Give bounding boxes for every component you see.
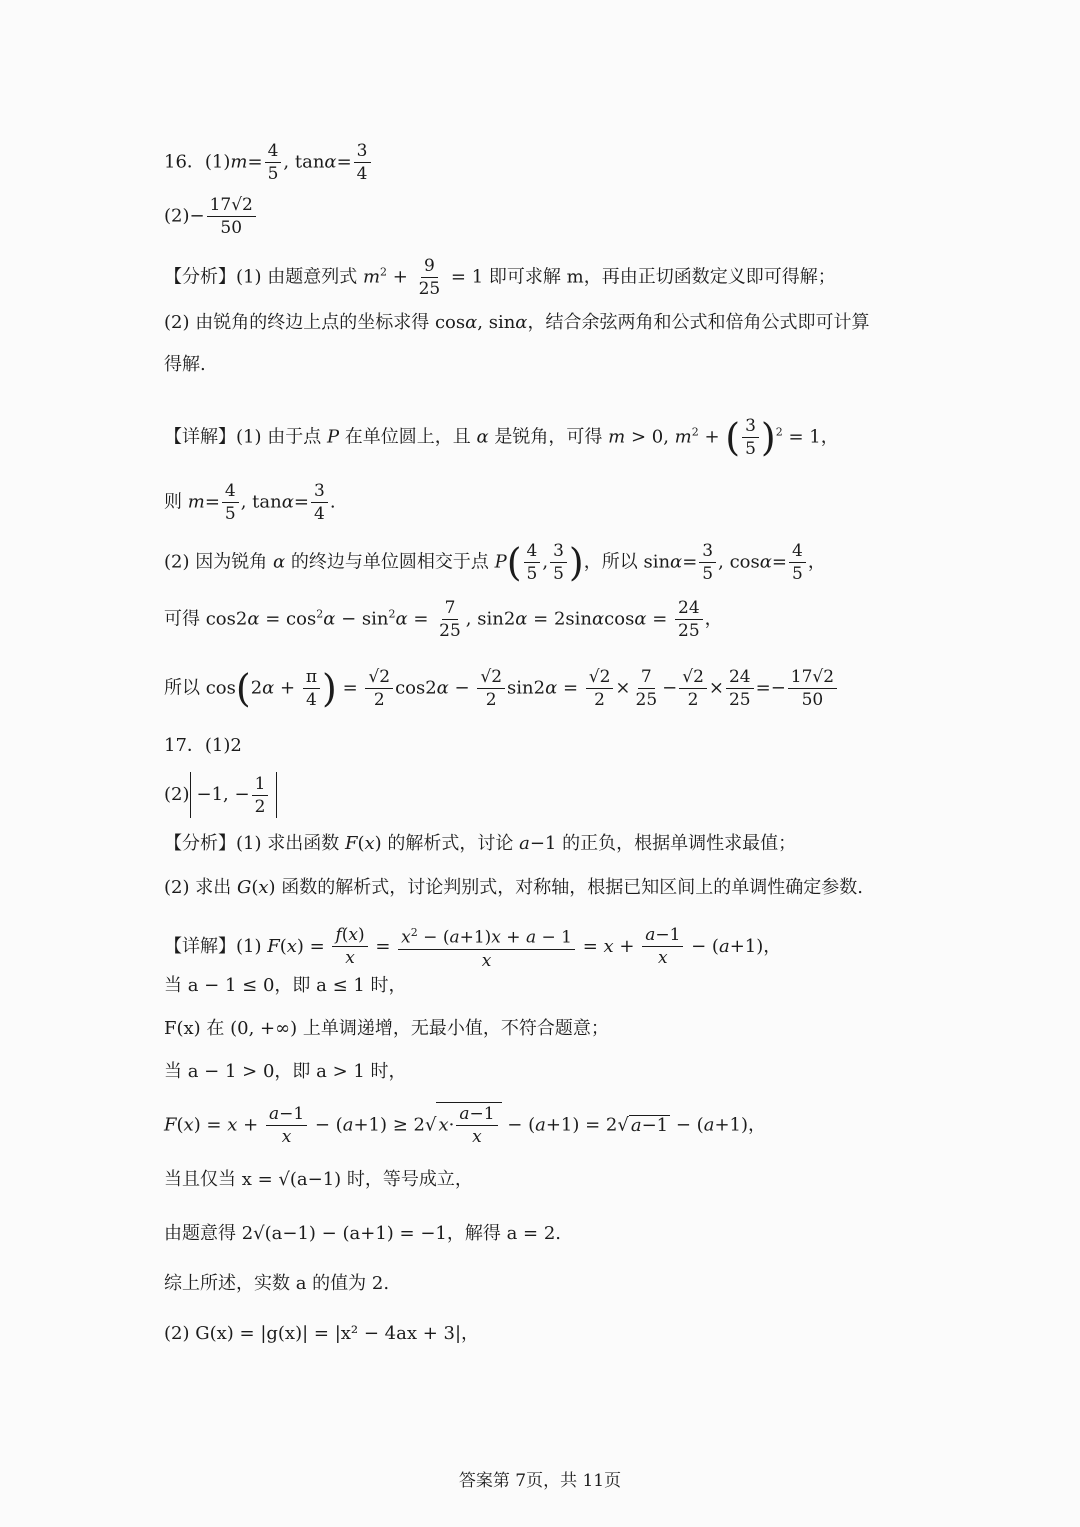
q17-line-4: 当 a − 1 > 0，即 a > 1 时， [164,1061,407,1082]
q16-detail-1: 【详解】(1) 由于点 P 在单位圆上，且 α 是锐角，可得 m > 0, $m^2$ + ( $\frac{3}{5}$ )$^2$ = 1， [164,415,839,460]
q17-analysis-2: (2) 求出 G(x) 函数的解析式，讨论判别式，对称轴，根据已知区间上的单调性确定参数. [164,877,863,898]
q17-line-3: F(x) 在 (0, +∞) 上单调递增，无最小值，不符合题意； [164,1018,609,1039]
q16-analysis-1: 【分析】(1) 由题意列式 $m^2$ + $\frac{9}{25}$ = 1 即可求解 m，再由正切函数定义即可得解； [164,256,836,299]
q17-answer-1: 17．(1)2 [164,735,242,756]
q16-detail-3: (2) 因为锐角 α 的终边与单位圆相交于点 P( $\frac{4}{5}$ , $\frac{3}{5}$ )，所以 sinα= $\frac{3}{5}$ , cosα= $\frac{4}{5}$ ， [164,540,826,585]
q16-analysis-2a: (2) 由锐角的终边上点的坐标求得 cosα, sinα，结合余弦两角和公式和倍角公式即可计算 [164,312,870,333]
q17-line-7: 由题意得 2√(a−1) − (a+1) = −1，解得 a = 2. [164,1223,562,1244]
q16-detail-4: 可得 $\cos 2\alpha = \cos^2\alpha - \sin^2\alpha$ = $\frac{7}{25}$ , sin2α = 2sinαcosα = $\frac{24}{25}$ ， [164,598,723,641]
page-footer: 答案第 7页，共 11页 [458,1471,622,1491]
q17-line-5: F(x) = x + $\frac{a-1}{x}$ − (a+1) ≥ 2√ x· $\frac{a-1}{x}$ − (a+1) = 2√ a−1 − (a+1)， [164,1104,766,1147]
q16-answer-1: 16．(1)m= $\frac{4}{5}$ , tanα= $\frac{3}{4}$ [164,140,373,185]
q17-answer-2: (2) −1, − $\frac{1}{2}$ [164,772,277,818]
q17-line-6: 当且仅当 x = √(a−1) 时，等号成立， [164,1169,473,1190]
q17-line-9: (2) G(x) = |g(x)| = |x² − 4ax + 3|， [164,1323,480,1344]
q16-answer-2: (2)− $\frac{17√2}{50}$ [164,194,258,239]
q16-detail-5: 所以 cos(2α + $\frac{\pi}{4}$ ) = $\frac{√2}{2}$ cos2α − $\frac{√2}{2}$ sin2α = $\frac{√2}{2}$ × $\frac{7}{25}$ − $\frac{√2}{2}$ × $\frac{24}{25}$ =− $\frac{17√2}{50}$ [164,666,839,711]
q17-line-8: 综上所述，实数 a 的值为 2. [164,1273,390,1294]
q17-detail-1: 【详解】(1) F(x) = $\frac{f(x)}{x}$ = $\frac{x^2 - (a+1)x + a - 1}{x}$ = x + $\frac{a-1}{x}$ − (a+1)， [164,922,781,972]
q16-detail-2: 则 m= $\frac{4}{5}$ , tanα= $\frac{3}{4}$ . [164,481,336,524]
q17-line-2: 当 a − 1 ≤ 0，即 a ≤ 1 时， [164,975,407,996]
q16-analysis-2b: 得解. [164,354,206,375]
q17-analysis-1: 【分析】(1) 求出函数 F(x) 的解析式，讨论 a−1 的正负，根据单调性求最值； [164,833,797,854]
